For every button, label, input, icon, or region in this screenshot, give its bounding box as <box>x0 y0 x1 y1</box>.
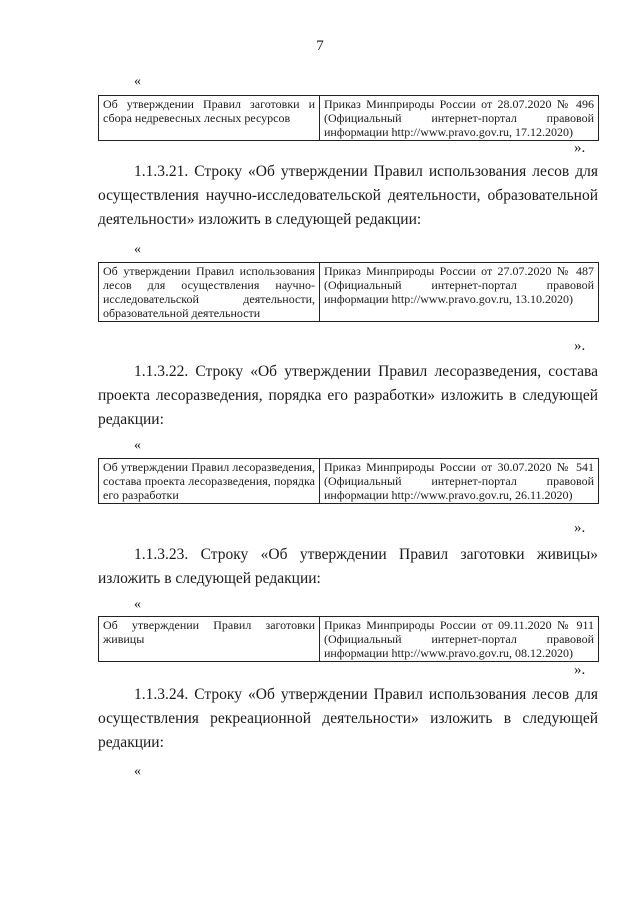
reference-table <box>98 616 599 662</box>
open-quote: « <box>134 74 141 89</box>
table-row <box>99 617 599 662</box>
page-number: 7 <box>316 38 324 54</box>
reference-table <box>98 262 599 322</box>
amendment-paragraph: 1.1.3.22. Строку «Об утверждении Правил лесоразведения, состава проекта лесоразведения, порядка его разработки» изложить в следующей редакции: <box>98 363 598 428</box>
table-row <box>99 96 599 141</box>
table-row <box>99 263 599 322</box>
table-row <box>99 459 599 504</box>
act-name-cell: Об утверждении Правил лесоразведения, состава проекта лесоразведения, порядка его разработки <box>99 459 320 504</box>
act-document-cell: Приказ Минприроды России от 09.11.2020 № 911 (Официальный интернет-портал правовой информации http://www.pravo.gov.ru, 08.12.2020) <box>320 617 599 662</box>
amendment-paragraph: 1.1.3.21. Строку «Об утверждении Правил использования лесов для осуществления научно-исследовательской деятельности, образовательной деятельности» изложить в следующей редакции: <box>98 163 598 228</box>
amendment-paragraph: 1.1.3.23. Строку «Об утверждении Правил заготовки живицы» изложить в следующей редакции: <box>98 546 598 587</box>
act-document-cell: Приказ Минприроды России от 30.07.2020 № 541 (Официальный интернет-портал правовой информации http://www.pravo.gov.ru, 26.11.2020) <box>320 459 599 504</box>
close-quote: ». <box>574 520 586 536</box>
act-document-cell: Приказ Минприроды России от 28.07.2020 № 496 (Официальный интернет-портал правовой информации http://www.pravo.gov.ru, 17.12.2020) <box>320 96 599 141</box>
act-name-cell: Об утверждении Правил заготовки живицы <box>99 617 320 662</box>
close-quote: ». <box>574 140 586 156</box>
open-quote: « <box>134 764 141 779</box>
close-quote: ». <box>574 338 586 354</box>
close-quote: ». <box>574 662 586 678</box>
reference-table <box>98 95 599 141</box>
open-quote: « <box>134 438 141 453</box>
act-name-cell: Об утверждении Правил заготовки и сбора недревесных лесных ресурсов <box>99 96 320 141</box>
act-document-cell: Приказ Минприроды России от 27.07.2020 № 487 (Официальный интернет-портал правовой информации http://www.pravo.gov.ru, 13.10.2020) <box>320 263 599 322</box>
reference-table <box>98 458 599 504</box>
open-quote: « <box>134 242 141 257</box>
open-quote: « <box>134 597 141 612</box>
act-name-cell: Об утверждении Правил использования лесов для осуществления научно-исследовательской деятельности, образовательной деятельности <box>99 263 320 322</box>
amendment-paragraph: 1.1.3.24. Строку «Об утверждении Правил использования лесов для осуществления рекреационной деятельности» изложить в следующей редакции: <box>98 686 598 751</box>
